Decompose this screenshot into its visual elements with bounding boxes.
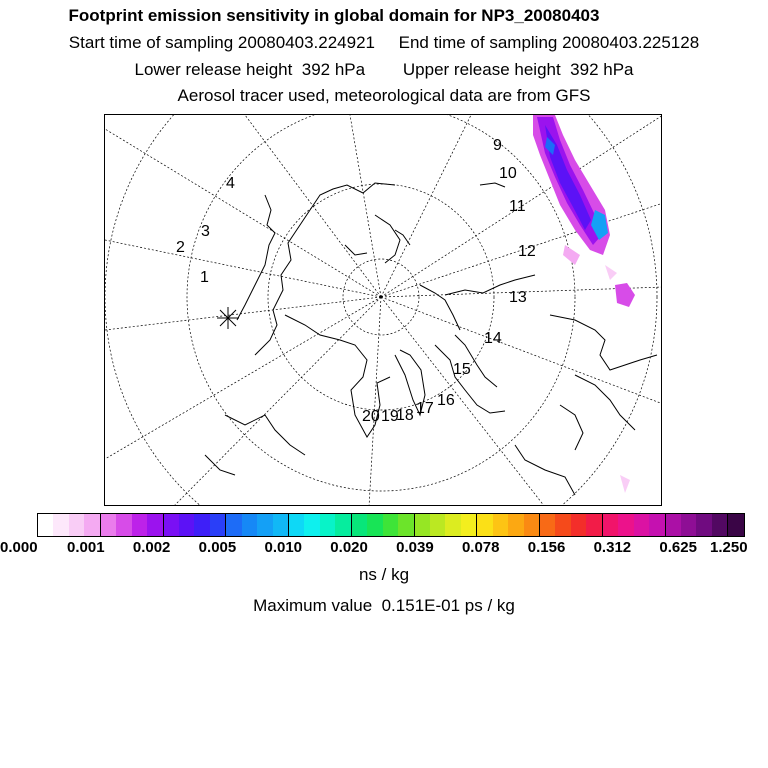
colorbar-swatch <box>681 514 696 536</box>
map-label: 13 <box>509 289 527 306</box>
colorbar-swatch <box>712 514 727 536</box>
map-label: 15 <box>453 361 471 378</box>
colorbar-swatch <box>586 514 601 536</box>
colorbar-tick-label: 0.001 <box>67 539 105 556</box>
plot-title: Footprint emission sensitivity in global domain for NP3_20080403 <box>68 6 600 25</box>
map-label: 12 <box>518 243 536 260</box>
colorbar-tick-label: 0.156 <box>527 539 566 556</box>
colorbar-swatch <box>351 514 367 536</box>
colorbar-swatch <box>398 514 413 536</box>
release-height-line: Lower release height 392 hPa Upper release height 392 hPa <box>134 60 634 79</box>
colorbar-swatch <box>367 514 382 536</box>
colorbar-swatch <box>649 514 664 536</box>
colorbar-swatch <box>414 514 430 536</box>
map-label: 16 <box>437 392 455 409</box>
colorbar-swatch <box>69 514 84 536</box>
colorbar-swatch <box>634 514 649 536</box>
colorbar-swatch <box>147 514 162 536</box>
sensitivity-plume <box>533 115 635 493</box>
colorbar-swatch <box>100 514 116 536</box>
colorbar-tick-label: 0.312 <box>593 539 632 556</box>
colorbar-swatch <box>257 514 272 536</box>
colorbar-swatch <box>304 514 319 536</box>
map-label: 17 <box>416 400 434 417</box>
colorbar-swatch <box>84 514 99 536</box>
map-label: 20 <box>362 408 380 425</box>
sampling-time-line: Start time of sampling 20080403.224921 End time of sampling 20080403.225128 <box>68 33 700 52</box>
map-label: 10 <box>499 165 517 182</box>
colorbar-swatch <box>194 514 209 536</box>
colorbar-swatch <box>508 514 523 536</box>
colorbar-tick-label: 0.078 <box>461 539 500 556</box>
colorbar-swatch <box>493 514 508 536</box>
colorbar-swatch <box>132 514 147 536</box>
colorbar-swatch <box>727 514 743 536</box>
colorbar-swatch <box>225 514 241 536</box>
colorbar-swatch <box>665 514 681 536</box>
colorbar-swatch <box>696 514 711 536</box>
colorbar-swatch <box>242 514 257 536</box>
colorbar-swatch <box>53 514 68 536</box>
map-label: 9 <box>493 137 502 154</box>
map-label: 4 <box>226 175 235 192</box>
map-label: 18 <box>396 407 414 424</box>
colorbar-swatch <box>571 514 586 536</box>
colorbar-tick-label: 1.250 <box>710 539 748 556</box>
colorbar-swatch <box>618 514 633 536</box>
colorbar-swatch <box>555 514 570 536</box>
colorbar-swatch <box>288 514 304 536</box>
colorbar-tick-label: 0.002 <box>132 539 171 556</box>
colorbar-swatch <box>539 514 555 536</box>
polar-map <box>104 114 662 506</box>
colorbar-swatch <box>38 514 53 536</box>
colorbar <box>37 513 745 537</box>
colorbar-units: ns / kg <box>358 565 410 584</box>
colorbar-tick-label: 0.000 <box>0 539 38 556</box>
map-label: 3 <box>201 223 210 240</box>
map-label: 1 <box>200 269 209 286</box>
colorbar-tick-label: 0.625 <box>659 539 697 556</box>
colorbar-swatch <box>320 514 335 536</box>
map-label: 11 <box>509 198 526 215</box>
map-label: 2 <box>176 239 185 256</box>
colorbar-swatch <box>273 514 288 536</box>
colorbar-swatch <box>116 514 131 536</box>
colorbar-tick-label: 0.039 <box>396 539 434 556</box>
trajectory-labels <box>176 137 536 425</box>
colorbar-swatch <box>210 514 225 536</box>
map-canvas <box>105 115 662 506</box>
map-label: 14 <box>484 330 502 347</box>
map-label: 19 <box>381 408 399 425</box>
colorbar-swatch <box>461 514 476 536</box>
colorbar-swatch <box>163 514 179 536</box>
colorbar-tick-label: 0.005 <box>198 539 237 556</box>
colorbar-tick-label: 0.010 <box>264 539 303 556</box>
colorbar-tick-label: 0.020 <box>330 539 368 556</box>
colorbar-swatch <box>335 514 350 536</box>
maximum-value-text: Maximum value 0.151E-01 ps / kg <box>253 596 515 615</box>
colorbar-swatch <box>179 514 194 536</box>
colorbar-swatch <box>524 514 539 536</box>
colorbar-swatch <box>445 514 460 536</box>
tracer-info-line: Aerosol tracer used, meteorological data are from GFS <box>177 86 591 105</box>
release-site-asterisk <box>217 307 239 329</box>
colorbar-swatch <box>430 514 445 536</box>
colorbar-swatch <box>476 514 492 536</box>
colorbar-swatch <box>383 514 398 536</box>
colorbar-swatch <box>602 514 618 536</box>
